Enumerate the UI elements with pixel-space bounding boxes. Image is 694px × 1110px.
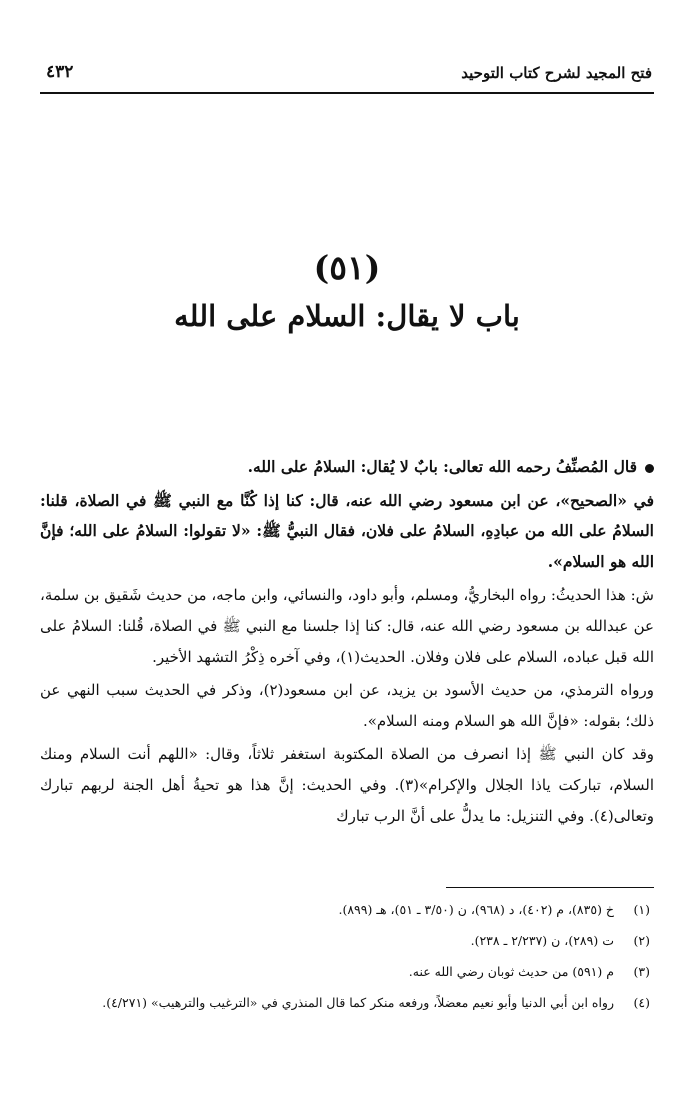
footnote bbox=[40, 960, 654, 983]
footnote-text: رواه ابن أبي الدنيا وأبو نعيم معضلاً، ورفعه منكر كما قال المنذري في «الترغيب والترهيب» (٤/٢٧١). bbox=[102, 995, 614, 1010]
paragraph-hadith: في «الصحيح»، عن ابن مسعود رضي الله عنه، قال: كنا إذا كُنَّا مع النبي ﷺ في الصلاة، قلنا: السلامُ على الله من عبادِهِ، السلامُ على فلان، فقال النبيُّ ﷺ: «لا تقولوا: السلامُ على الله؛ فإنَّ الله هو السلام». bbox=[40, 490, 654, 571]
footnote-text: ت (٢٨٩)، ن (٢/٢٣٧ ـ ٢٣٨). bbox=[470, 933, 614, 948]
footnote-mark: (٢) bbox=[633, 933, 650, 948]
footnote-mark: (٣) bbox=[633, 964, 650, 979]
main-text bbox=[40, 452, 654, 834]
header-rule bbox=[40, 92, 654, 94]
page-number: ٤٣٢ bbox=[46, 62, 74, 82]
paragraph-text: قال المُصنِّفُ رحمه الله تعالى: بابٌ لا يُقال: السلامُ على الله. bbox=[247, 457, 637, 476]
paragraph-commentary: ش: هذا الحديثُ: رواه البخاريُّ، ومسلم، وأبو داود، والنسائي، وابن ماجه، من حديث شَقيق بن سلمة، عن عبدالله بن مسعود رضي الله عنه، قال: كنا إذا جلسنا مع النبي ﷺ في الصلاة، قُلنا: السلامُ على الله قبل عباده، السلام على فلان وفلان. الحديث(١)، وفي آخره ذِكْرُ التشهد الأخير. bbox=[40, 586, 654, 666]
footnote bbox=[40, 898, 654, 921]
chapter-number: (٥١) bbox=[313, 248, 381, 287]
footnote bbox=[40, 991, 654, 1014]
chapter-heading bbox=[40, 245, 654, 339]
document-page bbox=[40, 0, 654, 1110]
footnote-mark: (٤) bbox=[633, 995, 650, 1010]
paragraph-tirmidhi: ورواه الترمذي، من حديث الأسود بن يزيد، عن ابن مسعود(٢)، وذكر في الحديث سبب النهي عن ذلك؛ بقوله: «فإنَّ الله هو السلام ومنه السلام». bbox=[40, 681, 654, 730]
footnote-text: م (٥٩١) من حديث ثوبان رضي الله عنه. bbox=[408, 964, 614, 979]
chapter-title: باب لا يقال: السلام على الله bbox=[174, 299, 520, 333]
paragraph-author-heading bbox=[40, 452, 654, 483]
running-title: فتح المجيد لشرح كتاب التوحيد bbox=[461, 64, 652, 82]
bullet-icon bbox=[645, 464, 654, 473]
footnote-rule bbox=[446, 887, 654, 888]
footnote-text: خ (٨٣٥)، م (٤٠٢)، د (٩٦٨)، ن (٣/٥٠ ـ ٥١)، هـ (٨٩٩). bbox=[338, 902, 614, 917]
footnote-mark: (١) bbox=[633, 902, 650, 917]
page-header bbox=[40, 58, 654, 88]
footnote bbox=[40, 929, 654, 952]
paragraph-salam: وقد كان النبي ﷺ إذا انصرف من الصلاة المكتوبة استغفر ثلاثاً، وقال: «اللهم أنت السلام ومنك السلام، تباركت ياذا الجلال والإكرام»(٣). وفي الحديث: إنَّ هذا هو تحيةُ أهل الجنة لربهم تبارك وتعالى(٤). وفي التنزيل: ما يدلُّ على أنَّ الرب تبارك bbox=[40, 745, 654, 825]
footnotes bbox=[40, 898, 654, 1022]
